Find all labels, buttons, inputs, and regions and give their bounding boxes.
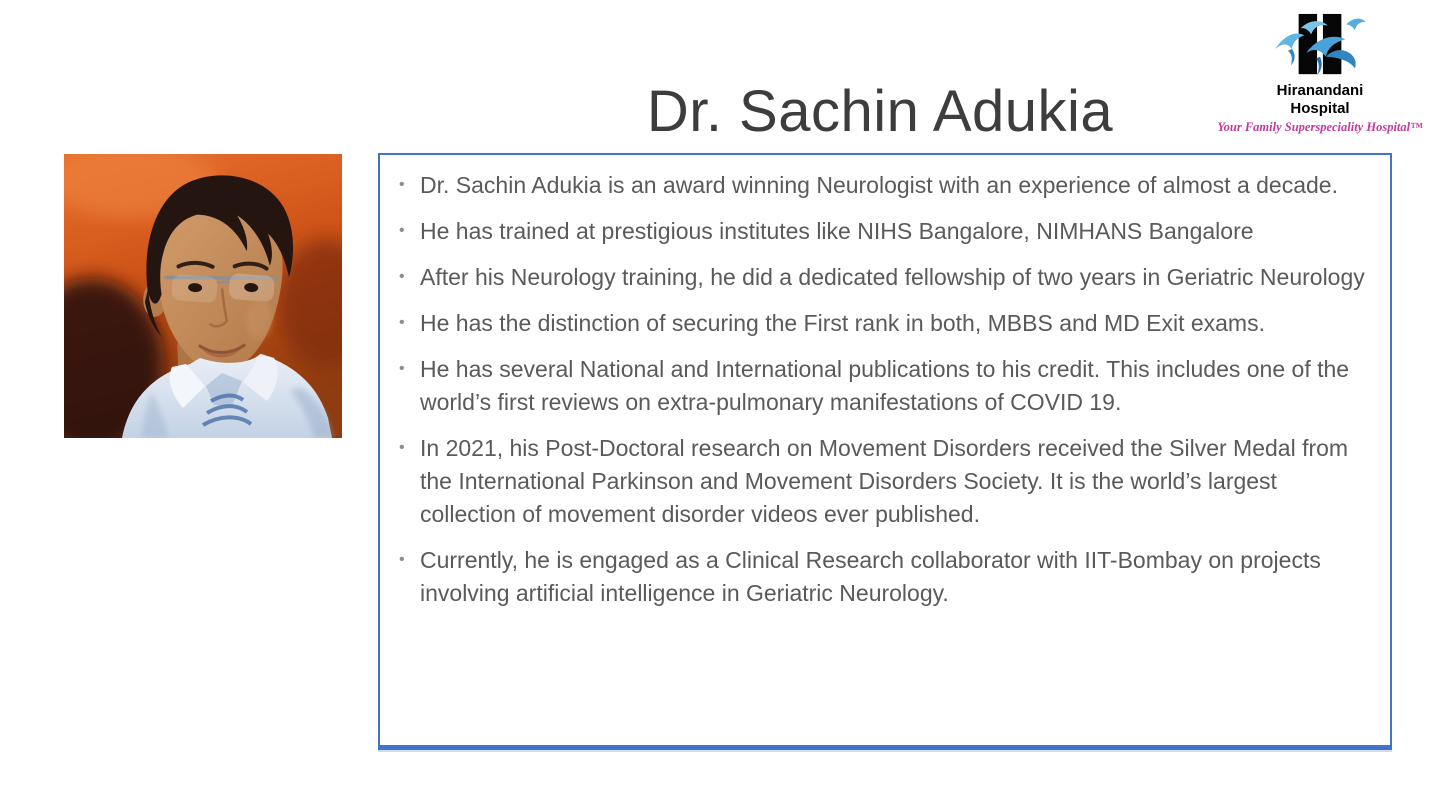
bio-text-box	[378, 153, 1392, 750]
bird-icon	[1346, 19, 1365, 31]
bio-bullet-list	[380, 155, 1390, 610]
logo-name-line2: Hospital	[1290, 100, 1350, 117]
page-title: Dr. Sachin Adukia	[646, 78, 1114, 144]
bio-bullet: • He has the distinction of securing the First rank in both, MBBS and MD Exit exams.	[420, 307, 1374, 340]
bio-bullet: • After his Neurology training, he did a dedicated fellowship of two years in Geriatric Neurology	[420, 261, 1374, 294]
doctor-photo	[64, 154, 342, 438]
hospital-logo	[1218, 12, 1422, 135]
logo-name-line1: Hiranandani	[1276, 82, 1364, 99]
bio-bullet: • He has trained at prestigious institutes like NIHS Bangalore, NIMHANS Bangalore	[420, 215, 1374, 248]
bio-bullet: • Currently, he is engaged as a Clinical Research collaborator with IIT-Bombay on projects involving artificial intelligence in Geriatric Neurology.	[420, 544, 1374, 610]
hospital-h-icon	[1270, 12, 1370, 80]
bio-bullet: • In 2021, his Post-Doctoral research on Movement Disorders received the Silver Medal from the International Parkinson and Movement Disorders Society. It is the world’s largest collection of movement disorder videos ever published.	[420, 432, 1374, 531]
bio-bullet: • Dr. Sachin Adukia is an award winning Neurologist with an experience of almost a decade.	[420, 169, 1374, 202]
bio-bullet: • He has several National and International publications to his credit. This includes one of the world’s first reviews on extra-pulmonary manifestations of COVID 19.	[420, 353, 1374, 419]
logo-tagline: Your Family Superspeciality Hospital™	[1217, 120, 1423, 134]
